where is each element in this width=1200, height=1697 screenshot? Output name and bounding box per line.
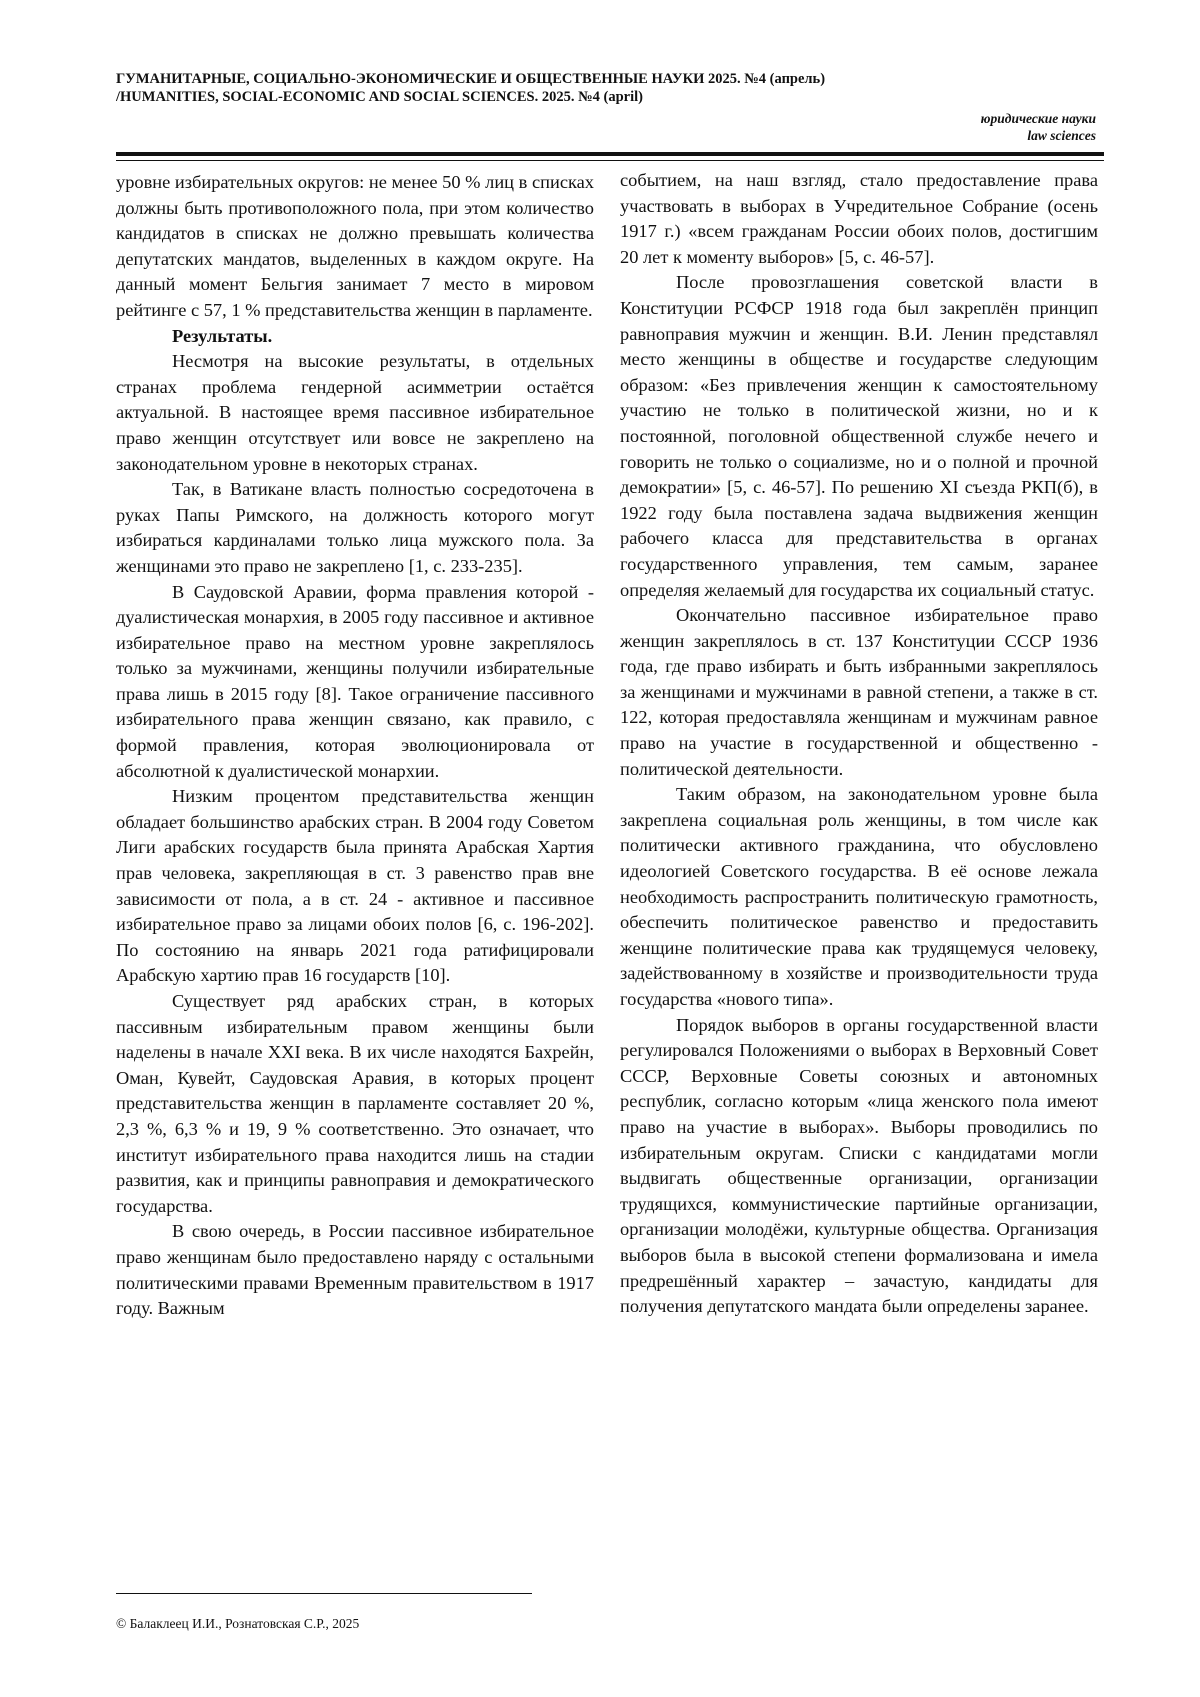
paragraph: Несмотря на высокие результаты, в отдельных странах проблема гендерной асимметрии остаётся актуальной. В настоящее время пассивное избирательное право женщин отсутствует или вовсе не закреплено на законодательном уровне в некоторых странах.	[116, 351, 594, 474]
paragraph: Порядок выборов в органы государственной власти регулировался Положениями о выборах в Верховный Совет СССР, Верховные Советы союзных и автономных республик, согласно которым «лица женского пола имеют право на участие в выборах». Выборы проводились по избирательным округам. Списки с кандидатами могли выдвигать общественные организации, организации трудящихся, коммунистические партийные организации, организации молодёжи, культурные общества. Организация выборов была в высокой степени формализована и имела предрешённый характер – зачастую, кандидаты для получения депутатского мандата были определены заранее.	[620, 1014, 1098, 1317]
copyright-footnote: © Балаклеец И.И., Рознатовская С.Р., 2025	[116, 1616, 360, 1631]
paragraph: В свою очередь, в России пассивное избирательное право женщинам было предоставлено наряду с остальными политическими правами Временным правительством в 1917 году. Важным	[116, 1221, 594, 1319]
paragraph: Существует ряд арабских стран, в которых пассивным избирательным правом женщины были наделены в начале XXI века. В их числе находятся Бахрейн, Оман, Кувейт, Саудовская Аравия, в которых процент представительства женщин в парламенте составляет 20 %, 2,3 %, 6,3 % и 19, 9 % соответственно. Это означает, что институт избирательного права находится лишь на стадии развития, как и принципы равноправия и демократического государства.	[116, 991, 594, 1216]
section-label-en: law sciences	[1027, 128, 1096, 143]
header-rule-thin	[116, 160, 1104, 161]
paragraph: уровне избирательных округов: не менее 50 % лиц в списках должны быть противоположного пола, при этом количество кандидатов в списках не должно превышать количества депутатских мандатов, выделенных в каждом округе. На данный момент Бельгия занимает 7 место в мировом рейтинге с 57, 1 % представительства женщин в парламенте.	[116, 172, 594, 320]
section-label-ru: юридические науки	[980, 111, 1096, 126]
footnote-rule	[116, 1593, 532, 1594]
journal-title-ru: ГУМАНИТАРНЫЕ, СОЦИАЛЬНО-ЭКОНОМИЧЕСКИЕ И ОБЩЕСТВЕННЫЕ НАУКИ 2025. №4 (апрель)	[116, 71, 826, 87]
paragraph: Окончательно пассивное избирательное право женщин закреплялось в ст. 137 Конституции СССР 1936 года, где право избирать и быть избранными закреплялось за женщинами и мужчинами в равной степени, а также в ст. 122, которая предоставляла женщинам и мужчинам равное право на участие в государственной и общественно - политической деятельности.	[620, 605, 1098, 779]
paragraph: Низким процентом представительства женщин обладает большинство арабских стран. В 2004 году Советом Лиги арабских государств была принята Арабская Хартия прав человека, закрепляющая в ст. 3 равенство прав вне зависимости от пола, а в ст. 24 - активное и пассивное избирательное право за лицами обоих полов [6, с. 196-202]. По состоянию на январь 2021 года ратифицировали Арабскую хартию прав 16 государств [10].	[116, 786, 594, 986]
right-column	[620, 168, 1098, 1320]
paragraph: событием, на наш взгляд, стало предоставление права участвовать в выборах в Учредительное Собрание (осень 1917 г.) «всем гражданам России обоих полов, достигшим 20 лет к моменту выборов» [5, с. 46-57].	[620, 170, 1098, 267]
journal-header	[116, 70, 1106, 106]
header-rule-thick	[116, 152, 1104, 156]
paragraph: В Саудовской Аравии, форма правления которой - дуалистическая монархия, в 2005 году пассивное и активное избирательное право на местном уровне закреплялось только за мужчинами, женщины получили избирательные права лишь в 2015 году [8]. Такое ограничение пассивного избирательного права женщин связано, как правило, с формой правления, которая эволюционировала от абсолютной к дуалистической монархии.	[116, 581, 594, 781]
paragraph: Таким образом, на законодательном уровне была закреплена социальная роль женщины, в том числе как политически активного гражданина, что обусловлено идеологией Советского государства. В её основе лежала необходимость распространить политическую грамотность, обеспечить политическое равенство и предоставить женщине политические права как трудящемуся человеку, задействованному в хозяйстве и производительности труда государства «нового типа».	[620, 784, 1098, 1009]
left-column	[116, 170, 594, 1322]
results-heading: Результаты.	[172, 325, 273, 346]
paragraph: После провозглашения советской власти в Конституции РСФСР 1918 года был закреплён принцип равноправия мужчин и женщин. В.И. Ленин представлял место женщины в обществе и государстве следующим образом: «Без привлечения женщин к самостоятельному участию не только в политической жизни, но и к постоянной, поголовной общественной службе нечего и говорить не только о социализме, но и о полной и прочной демократии» [5, с. 46-57]. По решению XI съезда РКП(б), в 1922 году была поставлена задача выдвижения женщин рабочего класса для представительства в органах государственного управления, тем самым, заранее определяя желаемый для государства их социальный статус.	[620, 272, 1098, 600]
section-label	[981, 110, 1096, 144]
paragraph: Так, в Ватикане власть полностью сосредоточена в руках Папы Римского, на должность которого могут избираться кардиналами только лица мужского пола. За женщинами это право не закреплено [1, с. 233-235].	[116, 479, 594, 576]
journal-title-en: /HUMANITIES, SOCIAL-ECONOMIC AND SOCIAL SCIENCES. 2025. №4 (april)	[116, 89, 643, 105]
